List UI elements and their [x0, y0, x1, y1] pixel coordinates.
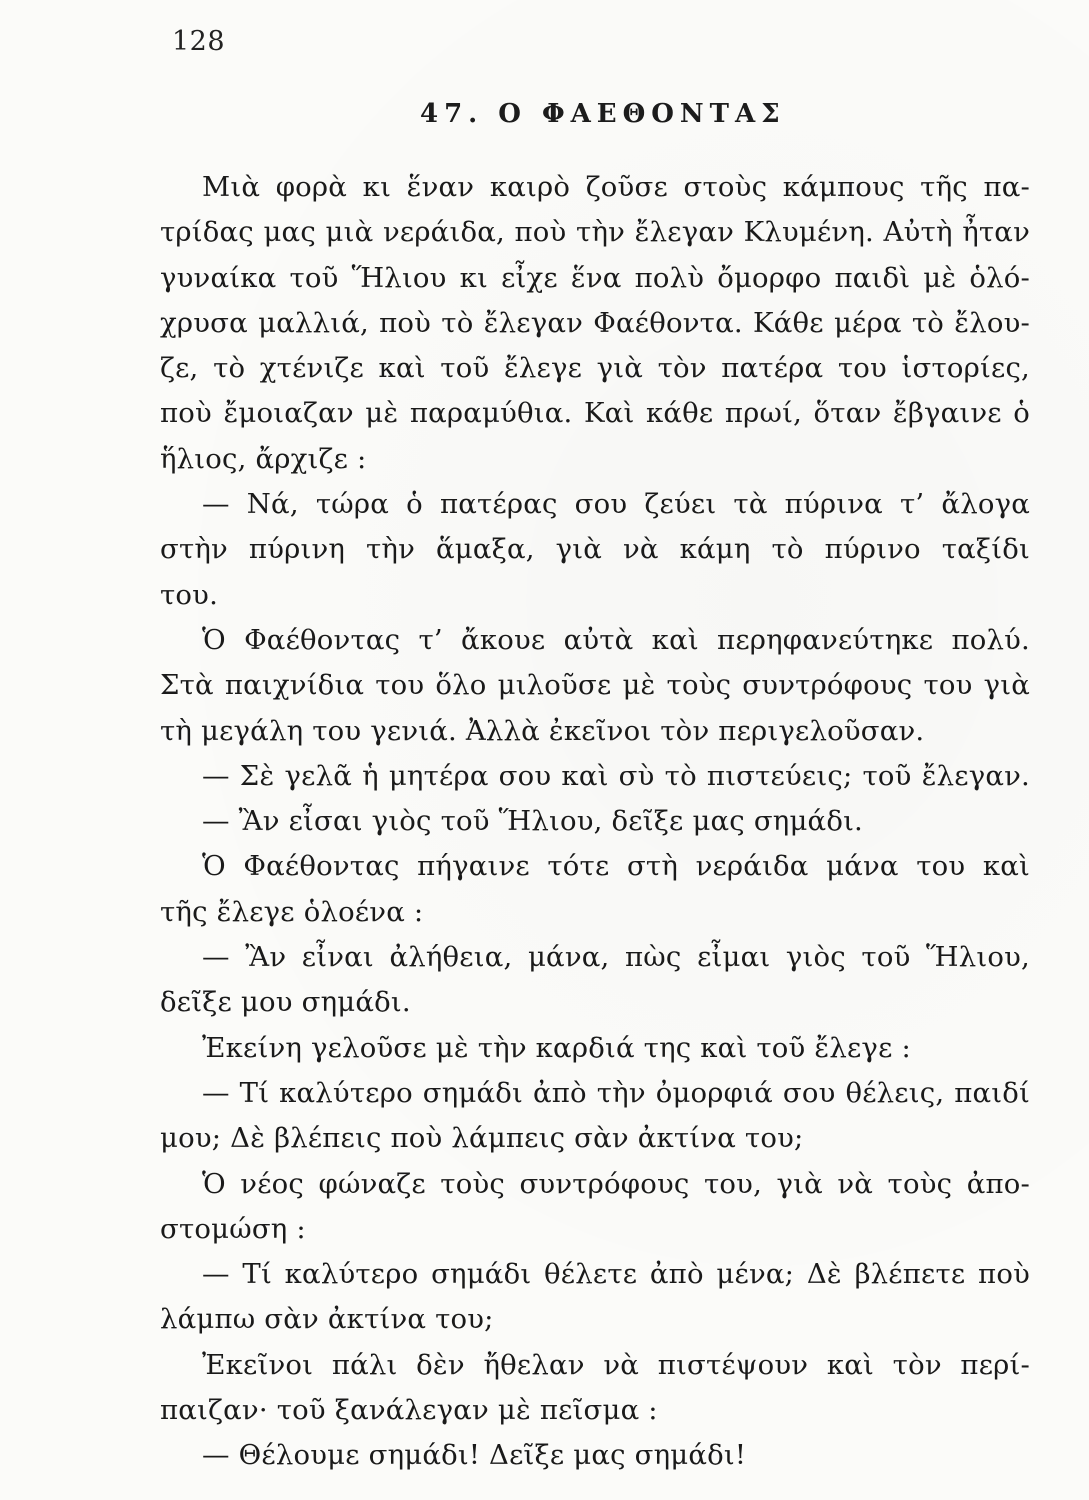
text-line: Ἐκείνη γελοῦσε μὲ τὴν καρδιά της καὶ τοῦ ἔλεγε :	[202, 1031, 911, 1064]
text-line: — Ἂν εἶσαι γιὸς τοῦ Ἥλιου, δεῖξε μας σημάδι.	[202, 805, 863, 838]
text-line: Μιὰ φορὰ κι ἕναν καιρὸ ζοῦσε στοὺς κάμπους τῆς πα-	[202, 171, 1030, 203]
story-text	[160, 165, 1030, 1479]
text-line: — Τί καλύτερο σημάδι ἀπὸ τὴν ὀμορφιά σου θέλεις, παιδί	[202, 1076, 1030, 1109]
text-line: τρίδας μας μιὰ νεράιδα, ποὺ τὴν ἔλεγαν Κλυμένη. Αὐτὴ ἦταν	[160, 216, 1030, 249]
text-line: χρυσα μαλλιά, ποὺ τὸ ἔλεγαν Φαέθοντα. Κάθε μέρα τὸ ἔλου-	[160, 306, 1030, 339]
chapter-title: 47. Ο ΦΑΕΘΟΝΤΑΣ	[420, 99, 786, 129]
text-line: Ὁ νέος φώναζε τοὺς συντρόφους του, γιὰ νὰ τοὺς ἀπο-	[202, 1167, 1030, 1200]
text-line: Ὁ Φαέθοντας τ’ ἄκουε αὐτὰ καὶ περηφανεύτηκε πολύ.	[202, 623, 1030, 656]
text-line: στομώση :	[160, 1212, 306, 1245]
text-line: τὴ μεγάλη του γενιά. Ἀλλὰ ἐκεῖνοι τὸν περιγελοῦσαν.	[160, 714, 925, 747]
text-line: — Τί καλύτερο σημάδι θέλετε ἀπὸ μένα; Δὲ βλέπετε ποὺ	[202, 1258, 1030, 1291]
text-line: γυναίκα τοῦ Ἥλιου κι εἶχε ἕνα πολὺ ὄμορφο παιδὶ μὲ ὁλό-	[160, 261, 1030, 294]
text-line: — Σὲ γελᾶ ἡ μητέρα σου καὶ σὺ τὸ πιστεύεις; τοῦ ἔλεγαν.	[202, 759, 1030, 792]
text-line: μου; Δὲ βλέπεις ποὺ λάμπεις σὰν ἀκτίνα του;	[160, 1122, 804, 1155]
text-line: ἥλιος, ἄρχιζε :	[160, 442, 367, 475]
text-line: δεῖξε μου σημάδι.	[160, 986, 411, 1019]
text-line: ζε, τὸ χτένιζε καὶ τοῦ ἔλεγε γιὰ τὸν πατέρα του ἱστορίες,	[160, 352, 1030, 385]
text-line: τῆς ἔλεγε ὁλοένα :	[160, 895, 424, 928]
text-line: Ὁ Φαέθοντας πήγαινε τότε στὴ νεράιδα μάνα του καὶ	[202, 850, 1030, 883]
text-line: — Ἂν εἶναι ἀλήθεια, μάνα, πὼς εἶμαι γιὸς τοῦ Ἥλιου,	[202, 941, 1030, 974]
text-line: στὴν πύρινη τὴν ἅμαξα, γιὰ νὰ κάμη τὸ πύρινο ταξίδι	[160, 533, 1030, 566]
page-number: 128	[172, 26, 226, 57]
text-line: λάμπω σὰν ἀκτίνα του;	[160, 1303, 494, 1336]
text-line: παιζαν· τοῦ ξανάλεγαν μὲ πεῖσμα :	[160, 1394, 658, 1427]
text-line: — Θέλουμε σημάδι! Δεῖξε μας σημάδι!	[202, 1439, 747, 1472]
text-line: του.	[160, 578, 219, 611]
text-line: ποὺ ἔμοιαζαν μὲ παραμύθια. Καὶ κάθε πρωί, ὅταν ἔβγαινε ὁ	[160, 397, 1030, 430]
text-line: Στὰ παιχνίδια του ὅλο μιλοῦσε μὲ τοὺς συντρόφους του γιὰ	[160, 669, 1030, 702]
text-line: Ἐκεῖνοι πάλι δὲν ἤθελαν νὰ πιστέψουν καὶ τὸν περί-	[202, 1348, 1030, 1381]
text-line: — Νά, τώρα ὁ πατέρας σου ζεύει τὰ πύρινα τ’ ἄλογα	[202, 488, 1030, 521]
